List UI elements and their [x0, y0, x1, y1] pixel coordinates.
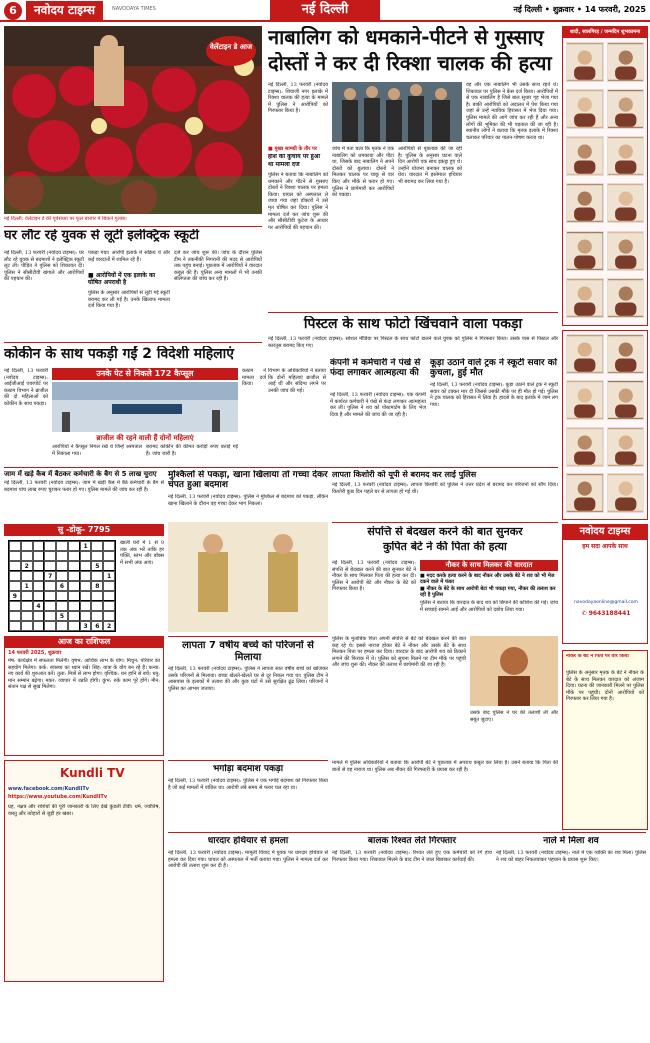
sudoku-cell [9, 541, 21, 551]
rashifal-text: मेष: कार्यक्षेत्र में सफलता मिलेगी। वृषभ: आर्थिक लाभ के योग। मिथुन: परिवार का सहयोग मिलेगा। कर्क: स्वास्थ्य का ध्यान रखें। सिंह: यात्रा के योग बन रहे हैं। कन्या: नए कार्य की शुरुआत करें। तुला: मित्रों से लाभ होगा। वृश्चिक: धन हानि से बचें। धनु: मान सम्मान बढ़ेगा। मकर: व्यापार में उन्नति होगी। कुंभ: रुके काम पूरे होंगे। मीन: संतान पक्ष से सुख मिलेगा। [8, 658, 160, 691]
sudoku-cell: 1 [21, 581, 33, 591]
sudoku-cell [56, 541, 68, 551]
sudoku-cell [68, 581, 80, 591]
sudoku-cell: 9 [9, 591, 21, 601]
main-sub-3: था मामला दर्ज [268, 162, 300, 168]
weapon-headline: धारदार हथियार से हमला [207, 836, 289, 846]
person-silhouette-icon [608, 90, 644, 128]
sidebar-top-title: शादी, सालगिरह / जन्मदिन शुभकामना [562, 26, 648, 38]
sudoku-cell: 1 [103, 571, 115, 581]
property-headline-1: संपत्ति से बेदखल करने की बात सुनकर [367, 526, 523, 538]
police-image [168, 522, 328, 632]
sudoku-cell: 7 [44, 571, 56, 581]
kundli-brand: Kundli TV [60, 766, 125, 780]
truck-headline: कूड़ा उठाने वाले ट्रक ने स्कूटी सवार को कुचला, हुई मौत [430, 358, 557, 379]
sudoku-cell [80, 561, 92, 571]
sudoku-cell [80, 591, 92, 601]
sudoku-cell [33, 611, 45, 621]
divider-4 [4, 467, 558, 468]
child-text: नई दिल्ली, 13 फरवरी (नवोदय टाइम्स): पुलिस ने लापता सात वर्षीय बच्चे को खोजकर उसके परिजनों से मिलाया। बच्चा खेलते-खेलते घर से दूर निकल गया था। पुलिस टीम ने आसपास के इलाकों में तलाश की और कुछ घंटों में उसे सुरक्षित ढूंढ लिया। परिजनों ने पुलिस का आभार जताया। [168, 666, 328, 692]
sidebar-mid-sub: हम सदा आपके साथ [582, 543, 628, 550]
sudoku-cell [103, 581, 115, 591]
greeting-photo [607, 427, 645, 467]
sudoku-cell [91, 601, 103, 611]
sudoku-cell [56, 621, 68, 631]
property-col-5: मामले में पुलिस अधिकारियों ने बताया कि आरोपी बेटे ने पूछताछ में अपराध कबूल कर लिया है। उसने बताया कि पिता की बातों से वह नाराज था। पुलिस अब नौकर की गिरफ्तारी के प्रयास कर रही है। [332, 760, 558, 773]
sudoku-cell [68, 541, 80, 551]
sudoku-cell [91, 591, 103, 601]
sudoku-grid [8, 540, 116, 632]
fan-headline: कंपनी में कर्मचारी ने पंखे से फंदा लगाकर आत्महत्या की [330, 358, 421, 379]
main-story-col-1: नई दिल्ली, 13 फरवरी (नवोदय टाइम्स): शिवाजी नगर इलाके में रिक्शा चालक की हत्या के मामले में पुलिस ने आरोपियों को गिरफ्तार किया है। [268, 82, 328, 115]
person-silhouette-icon [567, 335, 603, 373]
sudoku-title: सु -डोकू- 7795 [4, 524, 164, 536]
sudoku-cell [56, 561, 68, 571]
sudoku-cell [9, 571, 21, 581]
rashifal-title: आज का राशिफल [4, 636, 164, 648]
person-silhouette-icon [567, 137, 603, 175]
sudoku-cell [21, 591, 33, 601]
person-silhouette-icon [608, 428, 644, 466]
greeting-photo [607, 334, 645, 374]
cocaine-col-2: आरोपियों ने कैप्सूल निगल रखे थे जिन्हें अस्पताल में निकाला गया। [52, 444, 142, 457]
person-silhouette-icon [567, 232, 603, 270]
arrest-headline: बालक रिश्वत लेते गिरफ्तार [367, 836, 457, 846]
sudoku-cell [44, 551, 56, 561]
scooty-col-2b: पुलिस के अनुसार आरोपियों से लूटी गई स्कूटी बरामद कर ली गई है। उनके खिलाफ मामला दर्ज किया गया है। [88, 290, 170, 310]
greeting-photo [566, 42, 604, 82]
airport-photo [52, 382, 238, 432]
scooty-col-3: दर्ज कर जांच शुरू की। जांच के दौरान पुलिस टीम ने तकनीकी निगरानी की मदद से आरोपियों तक पहुंच बनाई। पूछताछ में आरोपियों ने वारदात कबूल की है। पुलिस अन्य मामलों में भी उनकी संलिप्तता की जांच कर रही है। [174, 250, 262, 283]
sidebar-whatsapp: ✆ 9643188441 [581, 610, 631, 617]
sudoku-cell [9, 551, 21, 561]
person-silhouette-icon [608, 184, 644, 222]
sudoku-cell [33, 581, 45, 591]
sudoku-cell [103, 601, 115, 611]
property-image [470, 636, 558, 706]
sudoku-cell [21, 551, 33, 561]
sudoku-cell [9, 601, 21, 611]
escape-text: नई दिल्ली, 13 फरवरी (नवोदय टाइम्स): पुलिस ने मुश्किल से बदमाश को पकड़ा, लेकिन खाना खिलाने के दौरान वह गच्चा देकर भाग निकला। [168, 494, 328, 507]
greeting-photo [566, 89, 604, 129]
sudoku-cell: 6 [56, 581, 68, 591]
sudoku-cell [80, 571, 92, 581]
sudoku-cell: 8 [91, 581, 103, 591]
sudoku-cell [56, 571, 68, 581]
scooty-col-2: पकड़ा गया। आरोपी इलाके में सक्रिय थे और कई वारदातों में शामिल रहे हैं। [88, 250, 170, 263]
airport-image [52, 382, 238, 432]
divider-2 [268, 312, 558, 313]
bhagoda-text: नई दिल्ली, 13 फरवरी (नवोदय टाइम्स): पुलिस ने एक भगोड़े बदमाश को गिरफ्तार किया है जो कई मामलों में वांछित था। आरोपी लंबे समय से फरार चल रहा था। [168, 778, 328, 791]
brand-small-id: NAVODAYA TIMES [112, 6, 156, 12]
sudoku-cell [33, 571, 45, 581]
greeting-photo [607, 473, 645, 513]
property-illustration [470, 636, 558, 706]
scooty-headline: घर लौट रहे युवक से लूटी इलेक्ट्रिक स्कूटी [4, 229, 200, 243]
greeting-photo [566, 427, 604, 467]
person-silhouette-icon [608, 474, 644, 512]
sudoku-cell [44, 581, 56, 591]
cocaine-col-3: बरामद कोकीन की कीमत करोड़ों रुपए बताई गई है। जांच जारी है। [146, 444, 238, 457]
sudoku-cell [91, 571, 103, 581]
missing-girl-headline: लापता किशोरी को यूपी से बरामद कर लाई पुलिस [332, 470, 477, 479]
sudoku-cell [80, 601, 92, 611]
sudoku-cell [91, 611, 103, 621]
property-headline-2: कुपित बेटे ने की पिता की हत्या [383, 541, 507, 553]
sudoku-cell [9, 621, 21, 631]
greeting-photo [566, 278, 604, 318]
kundli-youtube: https://www.youtube.com/KundliTv [8, 794, 108, 800]
property-bullet-2: ■ नौकर के बेटे के साथ आरोपी बेटा भी पकड़ा गया, नौकर की तलाश कर रही है पुलिस [420, 586, 556, 598]
sudoku-cell [68, 561, 80, 571]
sudoku-cell [21, 621, 33, 631]
person-silhouette-icon [567, 43, 603, 81]
sudoku-cell: 2 [21, 561, 33, 571]
sudoku-cell [68, 551, 80, 561]
main-headline-line-2: दोस्तों ने कर दी रिक्शा चालक की हत्या [268, 52, 552, 75]
sudoku-cell [33, 561, 45, 571]
fan-text: नई दिल्ली, 13 फरवरी (नवोदय टाइम्स): एक कंपनी में कार्यरत कर्मचारी ने पंखे से फंदा लगाकर आत्महत्या कर ली। पुलिस ने शव को पोस्टमार्टम के लिए भेज दिया है और मामले की जांच की जा रही है। [330, 392, 426, 418]
dateline: नई दिल्ली • शुक्रवार • 14 फरवरी, 2025 [513, 5, 646, 14]
sudoku-cell [44, 541, 56, 551]
sudoku-cell [80, 551, 92, 561]
rashifal-date: 14 फरवरी 2025, शुक्रवार [8, 650, 62, 656]
person-silhouette-icon [608, 279, 644, 317]
sudoku-cell [44, 601, 56, 611]
person-silhouette-icon [608, 335, 644, 373]
sudoku-cell [91, 541, 103, 551]
divider-6 [168, 636, 328, 637]
sudoku-cell: 4 [33, 601, 45, 611]
sudoku-cell [103, 551, 115, 561]
person-silhouette-icon [608, 137, 644, 175]
truck-text: नई दिल्ली, 13 फरवरी (नवोदय टाइम्स): कूड़ा उठाने वाले ट्रक ने स्कूटी सवार को टक्कर मार दी जिससे उसकी मौके पर ही मौत हो गई। पुलिस ने ट्रक चालक को हिरासत में लिया है। हादसे के बाद इलाके में जाम लग गया। [430, 382, 558, 408]
pistol-text: नई दिल्ली, 13 फरवरी (नवोदय टाइम्स): सोशल मीडिया पर पिस्टल के साथ फोटो डालने वाले युवक को पुलिस ने गिरफ्तार किया। उसके पास से पिस्टल और कारतूस बरामद किए गए। [268, 336, 558, 349]
main-story-col-4: वह और एक नाबालिग भी उसके साथ रहते थे। शिकायत पर पुलिस ने केस दर्ज किया। आरोपियों में से एक नाबालिग है जिसे बाल सुधार गृह भेजा गया है। बाकी आरोपियों को अदालत में पेश किया गया जहां से उन्हें न्यायिक हिरासत में भेज दिया गया। पुलिस मामले की आगे जांच कर रही है और अन्य लोगों की भूमिका की भी पड़ताल की जा रही है। स्थानीय लोगों ने बताया कि मृतक इलाके में रिक्शा चलाकर परिवार का पालन-पोषण करता था। [466, 82, 558, 141]
sudoku-cell [80, 611, 92, 621]
sudoku-cell: 5 [91, 561, 103, 571]
valentine-tag [206, 36, 256, 66]
kundli-ad-text: ग्रह, नक्षत्र और राशियों की पूरी जानकारी के लिए देखें कुंडली टीवी। धर्म, ज्योतिष, वास्तु और त्योहारों से जुड़ी हर खबर। [8, 804, 160, 817]
person-silhouette-icon [567, 428, 603, 466]
sudoku-cell [33, 591, 45, 601]
person-silhouette-icon [567, 184, 603, 222]
bhagoda-headline: भगोड़ा बदमाश पकड़ा [212, 764, 284, 774]
person-silhouette-icon [608, 43, 644, 81]
greeting-photo [566, 231, 604, 271]
property-col-3: पुलिस के मुताबिक पिता अपनी संपत्ति से बेटे को बेदखल करने की बात कह रहे थे। इससे नाराज होकर बेटे ने नौकर और उसके बेटे के साथ मिलकर पिता पर हमला कर दिया। वारदात के बाद आरोपी शव को ठिकाने लगाने की फिराक में थे। पुलिस को सूचना मिलने पर टीम मौके पर पहुंची और जांच शुरू की। नौकर की तलाश में छापेमारी की जा रही है। [332, 636, 466, 669]
arrested-accused-photo [332, 82, 462, 142]
person-silhouette-icon [567, 381, 603, 419]
property-bullet-1: ■ मदद करके हत्या करने के बाद नौकर और उसके बेटे ने शव को भी मेज दकने वाले में फंका [420, 573, 555, 585]
sudoku-cell: 3 [80, 621, 92, 631]
sudoku-cell [56, 551, 68, 561]
sudoku-cell [68, 591, 80, 601]
divider-3 [4, 342, 262, 343]
sidebar-email: navodayaonline@gmail.com [574, 600, 638, 605]
person-silhouette-icon [567, 90, 603, 128]
sidebar-people-grid-2 [566, 334, 644, 516]
kundli-facebook: www.facebook.com/KundliTv [8, 786, 90, 792]
greeting-photo [607, 183, 645, 223]
cab-headline: जाम में खड़े कैब में बैठकर कर्मचारी के बैग से 5 लाख चुराए [4, 470, 157, 478]
greeting-photo [607, 380, 645, 420]
greeting-photo [607, 231, 645, 271]
sudoku-rules: खाली घरों में 1 से 9 तक अंक भरें ताकि हर पंक्ति, स्तंभ और बॉक्स में सभी अंक आएं। [120, 540, 164, 566]
greeting-photo [566, 380, 604, 420]
sudoku-cell [68, 621, 80, 631]
photo-caption: नई दिल्ली: वेलेंटाइन डे की पूर्वसंध्या पर फूल बाजार में बिकते गुलाब। [4, 216, 127, 222]
escape-headline: मुश्किलों से पकड़ा, खाना खिलाया तो गच्चा देकर चंपत हुआ बदमाश [168, 470, 328, 491]
cab-text: नई दिल्ली, 13 फरवरी (नवोदय टाइम्स): जाम में खड़ी कैब में बैठे कर्मचारी के बैग से बदमाश पांच लाख रुपए चुराकर फरार हो गए। पुलिस मामले की जांच कर रही है। [4, 480, 164, 493]
main-story-col-3: आरोपियों से पूछताछ की जा रही है। पुलिस के अनुसार घटना वाले दिन आरोपी एक साथ इकट्ठा हुए थे। उन्होंने योजना बनाकर चालक को घेरा। वारदात में इस्तेमाल हथियार भी बरामद कर लिया गया है। [398, 146, 462, 185]
sudoku-cell [21, 571, 33, 581]
sudoku-cell [44, 611, 56, 621]
sudoku-cell [9, 611, 21, 621]
divider-7 [168, 760, 328, 761]
property-col-2: पुलिस ने बताया कि वारदात के बाद शव को छिपाने की कोशिश की गई। जांच में सच्चाई सामने आई और आरोपियों को दबोच लिया गया। [420, 600, 558, 613]
main-headline-line-1: नाबालिग को धमकाने-पीटने से गुस्साए [268, 26, 544, 49]
greeting-photo [607, 278, 645, 318]
main-sub-2: होश की कुचाय पर हुआ [268, 154, 320, 160]
sidebar-people-grid [566, 42, 644, 322]
drain-headline: नाले में मिला शव [543, 836, 599, 846]
sudoku-cell [103, 591, 115, 601]
sudoku-cell [33, 551, 45, 561]
police-cartoon [168, 522, 328, 632]
arrest-text: नई दिल्ली, 13 फरवरी (नवोदय टाइम्स): रिश्वत लेते हुए एक कर्मचारी को रंगे हाथ गिरफ्तार किया गया। शिकायत मिलने के बाद टीम ने जाल बिछाकर कार्रवाई की। [332, 850, 492, 863]
sudoku-cell [33, 621, 45, 631]
sudoku-cell [103, 541, 115, 551]
sudoku-cell [68, 571, 80, 581]
sudoku-cell [56, 591, 68, 601]
greeting-photo [607, 42, 645, 82]
divider-8 [168, 832, 646, 833]
greeting-photo [607, 89, 645, 129]
cocaine-red-sub: उनके पेट से निकले 172 कैप्सूल [52, 368, 238, 380]
sudoku-cell [33, 541, 45, 551]
sudoku-cell [91, 551, 103, 561]
section-title: नई दिल्ली [270, 0, 380, 20]
greeting-photo [566, 136, 604, 176]
divider-1 [4, 226, 262, 227]
sudoku-cell [9, 561, 21, 571]
sidebar-mid-title: नवोदय टाइम्स [562, 524, 648, 540]
sudoku-cell [103, 561, 115, 571]
sudoku-cell [9, 581, 21, 591]
cocaine-col-5: विभाग के अधिकारियों ने बताया कि दोनों महिलाएं ब्राजील से आई थीं और संदिग्ध लगने पर उनकी जांच की गई। [268, 368, 326, 394]
cocaine-sub2: ब्राजील की रहने वाली हैं दोनों महिलाएं [96, 434, 194, 442]
sudoku-cell [56, 601, 68, 611]
property-col-1: नई दिल्ली, 13 फरवरी (नवोदय टाइम्स): संपत्ति से बेदखल करने की बात सुनकर बेटे ने नौकर के साथ मिलकर पिता की हत्या कर दी। पुलिस ने आरोपी बेटे और नौकर के बेटे को गिरफ्तार किया है। [332, 560, 416, 593]
main-story-col-1b: पुलिस ने बताया कि नाबालिग को धमकाने और पीटने से गुस्साए दोस्तों ने रिक्शा चालक पर हमला किया। घायल को अस्पताल ले जाया गया जहां डॉक्टरों ने उसे मृत घोषित कर दिया। पुलिस ने मामला दर्ज कर जांच शुरू की और सीसीटीवी फुटेज के आधार पर आरोपियों की पहचान की। [268, 172, 328, 231]
sudoku-cell [21, 611, 33, 621]
weapon-text: नई दिल्ली, 13 फरवरी (नवोदय टाइम्स): मामूली विवाद में युवक पर धारदार हथियार से हमला कर दिया गया। घायल को अस्पताल में भर्ती कराया गया। पुलिस ने मामला दर्ज कर आरोपी की तलाश शुरू कर दी है। [168, 850, 328, 870]
sidebar-story-text: पुलिस के अनुसार मृतक के बेटे ने नौकर के बेटे के साथ मिलकर वारदात को अंजाम दिया। घटना की जानकारी मिलने पर पुलिस मौके पर पहुंची। दोनों आरोपियों को गिरफ्तार कर लिया गया है। [566, 670, 644, 703]
accused-image [332, 82, 462, 142]
cocaine-col-1: नई दिल्ली, 13 फरवरी (नवोदय टाइम्स): आईजीआई एयरपोर्ट पर कस्टम विभाग ने ब्राजील की दो महिलाओं को कोकीन के साथ पकड़ा। [4, 368, 48, 407]
sudoku-cell: 1 [80, 541, 92, 551]
sudoku-cell [68, 601, 80, 611]
drain-text: नई दिल्ली, 13 फरवरी (नवोदय टाइम्स): नाले में एक व्यक्ति का शव मिला। पुलिस ने शव को बाहर निकलवाकर पहचान के प्रयास शुरू किए। [496, 850, 646, 863]
cocaine-col-4: कस्टम ने मामला दर्ज किया। [242, 368, 266, 388]
person-silhouette-icon [567, 474, 603, 512]
property-col-4: उसके बाद पुलिस ने घर की तलाशी ली और सबूत जुटाए। [470, 710, 558, 723]
property-redbox: नौकर के साथ मिलकर की वारदात [420, 560, 558, 571]
greeting-photo [607, 136, 645, 176]
sudoku-cell [21, 541, 33, 551]
sudoku-cell: 5 [56, 611, 68, 621]
valentine-tag-text: वेलेंटाइन डे आज [209, 43, 253, 51]
person-silhouette-icon [567, 279, 603, 317]
child-headline: लापता 7 वर्षीय बच्चे को परिजनों से मिलाया [182, 640, 314, 663]
sudoku-cell [44, 621, 56, 631]
sudoku-cell [44, 591, 56, 601]
main-sub-1: ■ मुख्य सामग्री के तौर पर [268, 146, 317, 152]
cocaine-headline: कोकीन के साथ पकड़ी गईं 2 विदेशी महिलाएं [4, 346, 235, 362]
sudoku-cell: 6 [91, 621, 103, 631]
sudoku-cell [68, 611, 80, 621]
sudoku-cell [103, 611, 115, 621]
brand-logo: नवोदय टाइम्स [26, 1, 103, 20]
sudoku-cell [44, 561, 56, 571]
sidebar-story-headline: नौकर के बेटे ने पिता पर वार किया [566, 654, 629, 659]
scooty-sub: ■ आरोपियों में एक इलाके का घोषित अपराधी है [88, 272, 156, 286]
page-number: 6 [4, 2, 22, 20]
divider-5 [332, 522, 558, 523]
sudoku-cell [21, 601, 33, 611]
person-silhouette-icon [608, 232, 644, 270]
pistol-headline: पिस्टल के साथ फोटो खिंचवाने वाला पकड़ा [303, 316, 523, 332]
sudoku-cell: 2 [103, 621, 115, 631]
missing-girl-text: नई दिल्ली, 13 फरवरी (नवोदय टाइम्स): लापता किशोरी को पुलिस ने उत्तर प्रदेश से बरामद कर परिजनों को सौंप दिया। किशोरी कुछ दिन पहले घर से लापता हो गई थी। [332, 482, 558, 495]
greeting-photo [566, 183, 604, 223]
scooty-col-1: नई दिल्ली, 13 फरवरी (नवोदय टाइम्स): घर लौट रहे युवक से बदमाशों ने इलेक्ट्रिक स्कूटी लूट ली। पीड़ित ने पुलिस को शिकायत दी। पुलिस ने सीसीटीवी खंगाले और आरोपियों की पहचान की। [4, 250, 84, 283]
greeting-photo [566, 334, 604, 374]
sudoku-cell [80, 581, 92, 591]
main-story-col-2: जांच में पता चला कि मृतक ने एक नाबालिग को धमकाया और पीटा था, जिसके बाद नाबालिग ने अपने दोस्तों को बुलाया। दोस्तों ने मिलकर चालक पर चाकू से वार किए और मौके से फरार हो गए। पुलिस ने छापेमारी कर आरोपियों को पकड़ा। [332, 146, 394, 199]
person-silhouette-icon [608, 381, 644, 419]
greeting-photo [566, 473, 604, 513]
